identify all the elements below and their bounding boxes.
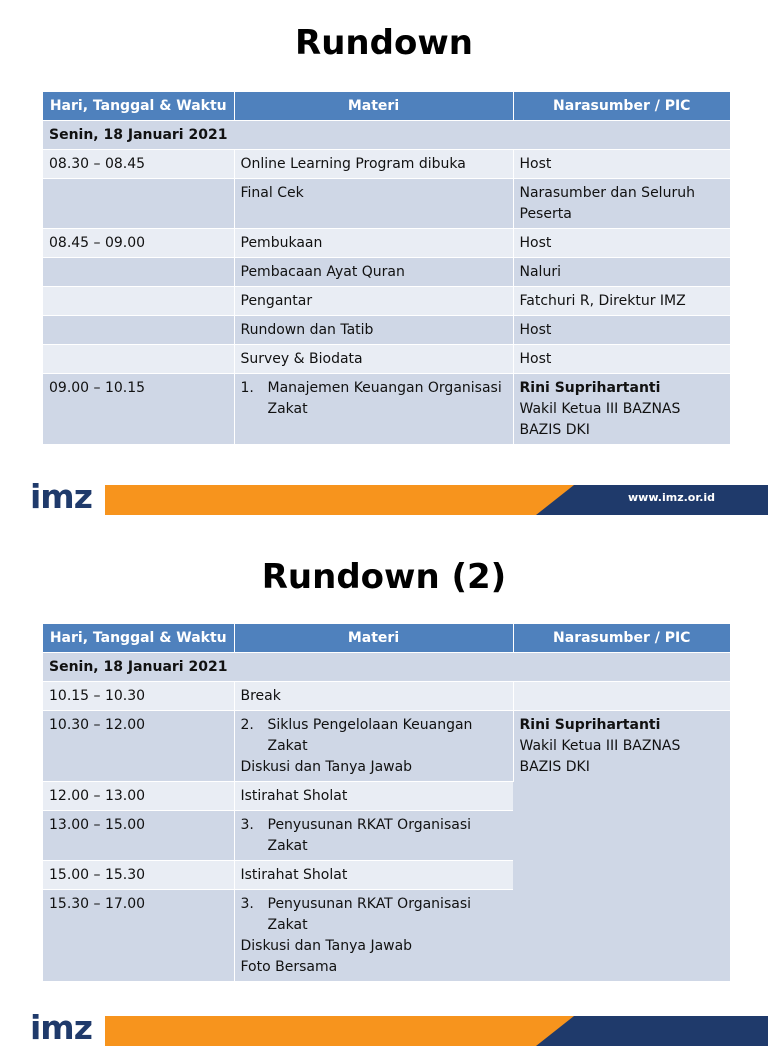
time-cell xyxy=(43,345,234,374)
materi-cell: Pengantar xyxy=(234,287,513,316)
header-materi: Materi xyxy=(234,624,513,653)
time-cell: 15.30 – 17.00 xyxy=(43,890,234,982)
table-header-row xyxy=(43,92,730,121)
materi-cell: Break xyxy=(234,682,513,711)
pic-name: Rini Suprihartanti xyxy=(519,717,661,733)
date-cell: Senin, 18 Januari 2021 xyxy=(43,653,730,682)
materi-cell xyxy=(234,711,513,782)
materi-cell: Istirahat Sholat xyxy=(234,782,513,811)
time-cell xyxy=(43,179,234,229)
materi-text: Penyusunan RKAT Organisasi Zakat xyxy=(267,817,471,854)
materi-extra: Diskusi dan Tanya Jawab xyxy=(240,938,413,954)
date-row xyxy=(43,653,730,682)
table-row xyxy=(43,345,730,374)
orange-band xyxy=(105,1016,575,1046)
imz-logo: imz xyxy=(30,477,92,516)
time-cell: 10.15 – 10.30 xyxy=(43,682,234,711)
item-number: 1. xyxy=(240,380,254,396)
time-cell: 10.30 – 12.00 xyxy=(43,711,234,782)
materi-cell: Pembukaan xyxy=(234,229,513,258)
materi-extra: Foto Bersama xyxy=(240,959,338,975)
materi-cell: Online Learning Program dibuka xyxy=(234,150,513,179)
table-row xyxy=(43,682,730,711)
materi-cell: Survey & Biodata xyxy=(234,345,513,374)
pic-cell xyxy=(513,374,730,445)
item-number: 3. xyxy=(240,896,254,912)
time-cell xyxy=(43,287,234,316)
materi-text: Penyusunan RKAT Organisasi Zakat xyxy=(267,896,471,933)
pic-cell: Host xyxy=(513,345,730,374)
table-row xyxy=(43,287,730,316)
time-cell xyxy=(43,316,234,345)
materi-cell xyxy=(234,811,513,861)
pic-title: Wakil Ketua III BAZNAS BAZIS DKI xyxy=(519,738,681,775)
header-materi: Materi xyxy=(234,92,513,121)
time-cell: 13.00 – 15.00 xyxy=(43,811,234,861)
website-url: www.imz.or.id xyxy=(628,491,716,504)
item-number: 3. xyxy=(240,817,254,833)
slide-title: Rundown (2) xyxy=(261,557,507,597)
pic-cell: Naluri xyxy=(513,258,730,287)
table-row xyxy=(43,258,730,287)
time-cell: 08.45 – 09.00 xyxy=(43,229,234,258)
pic-cell: Host xyxy=(513,316,730,345)
item-number: 2. xyxy=(240,717,254,733)
header-time: Hari, Tanggal & Waktu xyxy=(43,624,234,653)
pic-cell: Host xyxy=(513,229,730,258)
materi-cell xyxy=(234,890,513,982)
table-row xyxy=(43,316,730,345)
time-cell: 12.00 – 13.00 xyxy=(43,782,234,811)
materi-text: Siklus Pengelolaan Keuangan Zakat xyxy=(267,717,473,754)
pic-name: Rini Suprihartanti xyxy=(519,380,661,396)
materi-cell: Pembacaan Ayat Quran xyxy=(234,258,513,287)
date-cell: Senin, 18 Januari 2021 xyxy=(43,121,730,150)
pic-cell: Narasumber dan Seluruh Peserta xyxy=(513,179,730,229)
footer-banner xyxy=(0,477,768,517)
materi-cell: Final Cek xyxy=(234,179,513,229)
table-row xyxy=(43,229,730,258)
table-row xyxy=(43,150,730,179)
slide-title: Rundown xyxy=(295,23,473,63)
slide-rundown-2 xyxy=(0,530,768,1047)
materi-cell: Rundown dan Tatib xyxy=(234,316,513,345)
time-cell xyxy=(43,258,234,287)
pic-title: Wakil Ketua III BAZNAS BAZIS DKI xyxy=(519,401,681,438)
time-cell: 09.00 – 10.15 xyxy=(43,374,234,445)
materi-cell xyxy=(234,374,513,445)
navy-band xyxy=(536,1016,768,1046)
table-row xyxy=(43,179,730,229)
materi-cell: Istirahat Sholat xyxy=(234,861,513,890)
date-row xyxy=(43,121,730,150)
pic-cell: Fatchuri R, Direktur IMZ xyxy=(513,287,730,316)
time-cell: 15.00 – 15.30 xyxy=(43,861,234,890)
table-header-row xyxy=(43,624,730,653)
materi-text: Manajemen Keuangan Organisasi Zakat xyxy=(267,380,502,417)
table-row xyxy=(43,374,730,445)
pic-cell xyxy=(513,682,730,711)
header-pic: Narasumber / PIC xyxy=(513,624,730,653)
materi-extra: Diskusi dan Tanya Jawab xyxy=(240,759,413,775)
footer-banner xyxy=(0,1008,768,1048)
rundown-table xyxy=(43,624,730,981)
imz-logo: imz xyxy=(30,1008,92,1047)
pic-cell: Host xyxy=(513,150,730,179)
time-cell: 08.30 – 08.45 xyxy=(43,150,234,179)
orange-band xyxy=(105,485,575,515)
rundown-table xyxy=(43,92,730,444)
header-time: Hari, Tanggal & Waktu xyxy=(43,92,234,121)
pic-cell xyxy=(513,711,730,982)
header-pic: Narasumber / PIC xyxy=(513,92,730,121)
table-row xyxy=(43,711,730,782)
